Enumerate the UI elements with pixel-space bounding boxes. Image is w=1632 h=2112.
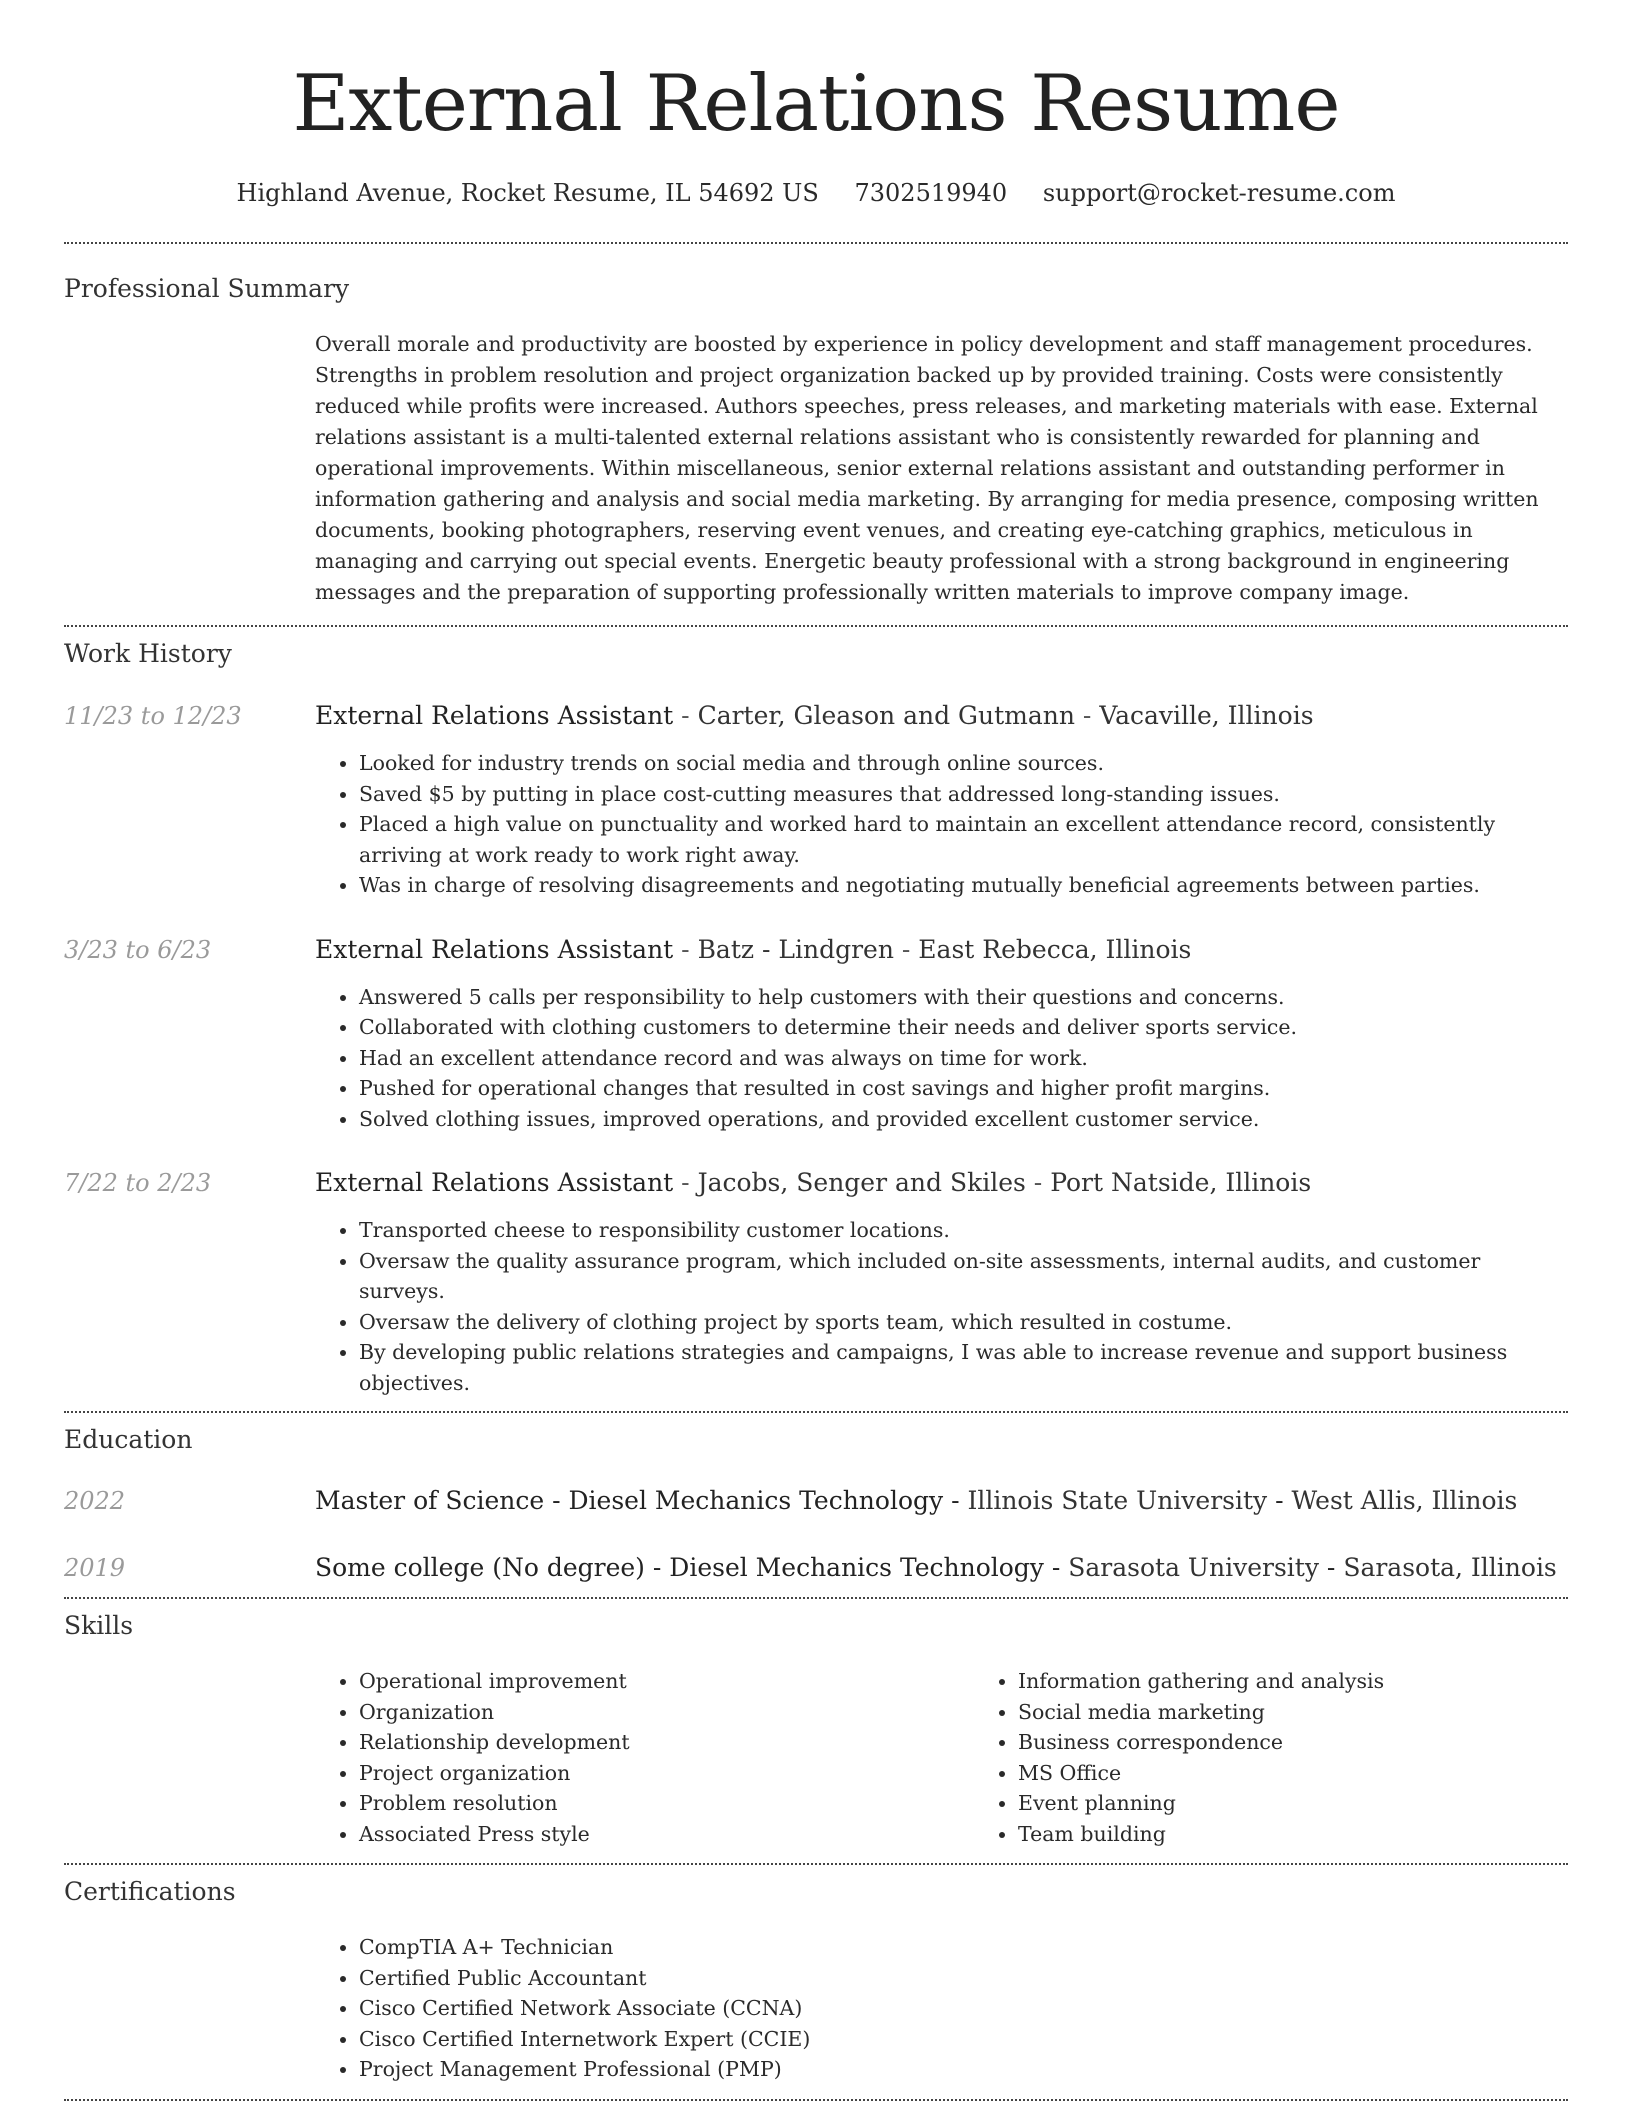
- title-separator: -: [1267, 1486, 1292, 1515]
- job-bullet: • Placed a high value on punctuality and worked hard to maintain an excellent attendance record, consistently arriving at work ready to work right away.: [359, 809, 1568, 870]
- education-degree: Some college (No degree): [315, 1553, 645, 1582]
- job-dates: 11/23 to 12/23: [64, 702, 242, 730]
- section-divider: [64, 1411, 1568, 1413]
- job-company: Jacobs, Senger and Skiles: [697, 1168, 1026, 1197]
- contact-line: [64, 178, 1568, 208]
- job-bullet: • Was in charge of resolving disagreements and negotiating mutually beneficial agreements between parties.: [359, 870, 1568, 901]
- job-entry: [64, 1168, 1568, 1398]
- jobs-list: [64, 701, 1568, 1398]
- job-bullet: • Looked for industry trends on social media and through online sources.: [359, 748, 1568, 779]
- work-history-section: [64, 639, 1568, 1398]
- title-separator: -: [644, 1553, 670, 1582]
- job-role: External Relations Assistant: [315, 701, 674, 730]
- job-title: [315, 701, 1568, 731]
- section-divider: [64, 242, 1568, 244]
- education-school: Illinois State University: [967, 1486, 1268, 1515]
- title-separator: -: [673, 1168, 698, 1197]
- education-school: Sarasota University: [1068, 1553, 1319, 1582]
- title-separator: -: [1025, 1168, 1051, 1197]
- title-separator: -: [673, 701, 698, 730]
- job-location: Vacaville, Illinois: [1099, 701, 1314, 730]
- skill-item: • Associated Press style: [359, 1819, 974, 1850]
- education-list: [64, 1486, 1568, 1583]
- skills-section: [64, 1611, 1568, 1849]
- section-divider: [64, 1597, 1568, 1599]
- education-entry: [64, 1486, 1568, 1516]
- education-year: 2019: [64, 1554, 126, 1582]
- job-bullet: • Answered 5 calls per responsibility to help customers with their questions and concerns.: [359, 982, 1568, 1013]
- skill-item: • Operational improvement: [359, 1666, 974, 1697]
- certification-item: • Cisco Certified Internetwork Expert (CCIE): [359, 2024, 1568, 2055]
- job-title: [315, 935, 1568, 965]
- job-location: East Rebecca, Illinois: [918, 934, 1192, 964]
- education-degree: Master of Science: [315, 1486, 545, 1515]
- summary-section: [64, 274, 1568, 608]
- certifications-spacer: [64, 1932, 315, 2085]
- skills-heading: Skills: [64, 1611, 134, 1640]
- education-field: Diesel Mechanics Technology: [669, 1553, 1044, 1582]
- job-company: Carter, Gleason and Gutmann: [697, 701, 1075, 730]
- education-location: Sarasota, Illinois: [1343, 1553, 1557, 1582]
- job-bullet: • Transported cheese to responsibility customer locations.: [359, 1215, 1568, 1246]
- job-bullet: • Oversaw the quality assurance program, which included on-site assessments, internal audits, and customer surveys.: [359, 1246, 1568, 1307]
- section-divider: [64, 625, 1568, 627]
- work-history-heading: Work History: [64, 639, 232, 668]
- job-title: [315, 1168, 1568, 1198]
- education-entry: [64, 1553, 1568, 1583]
- education-section: [64, 1425, 1568, 1583]
- job-details: [315, 1168, 1568, 1398]
- contact-address: Highland Avenue, Rocket Resume, IL 54692 US: [236, 179, 819, 207]
- job-bullets: [315, 982, 1568, 1135]
- skill-item: • MS Office: [1018, 1758, 1632, 1789]
- skill-item: • Information gathering and analysis: [1018, 1666, 1632, 1697]
- job-bullet: • Had an excellent attendance record and was always on time for work.: [359, 1043, 1568, 1074]
- skill-item: • Social media marketing: [1018, 1697, 1632, 1728]
- contact-phone: 7302519940: [854, 179, 1008, 207]
- resume-title: External Relations Resume: [292, 59, 1340, 149]
- education-field: Diesel Mechanics Technology: [568, 1486, 944, 1515]
- job-entry: [64, 701, 1568, 901]
- education-heading: Education: [64, 1425, 193, 1454]
- job-company: Batz - Lindgren: [697, 934, 894, 964]
- job-bullet: • Saved $5 by putting in place cost-cutting measures that addressed long-standing issues.: [359, 779, 1568, 810]
- title-separator: -: [943, 1486, 968, 1515]
- title-separator: -: [673, 934, 698, 964]
- skills-spacer: [64, 1666, 315, 1849]
- education-title: [315, 1486, 1568, 1516]
- education-title: [315, 1553, 1568, 1583]
- job-role: External Relations Assistant: [315, 934, 674, 964]
- certification-item: • Project Management Professional (PMP): [359, 2054, 1568, 2085]
- section-divider: [64, 1863, 1568, 1865]
- skill-item: • Organization: [359, 1697, 974, 1728]
- skills-list-right: [974, 1666, 1632, 1849]
- summary-spacer: [64, 329, 315, 608]
- education-details: [315, 1486, 1568, 1516]
- title-separator: -: [1074, 701, 1100, 730]
- education-year: 2022: [64, 1487, 126, 1515]
- title-separator: -: [1318, 1553, 1344, 1582]
- job-bullet: • Collaborated with clothing customers to determine their needs and deliver sports service.: [359, 1012, 1568, 1043]
- job-role: External Relations Assistant: [315, 1168, 674, 1197]
- job-bullet: • Solved clothing issues, improved operations, and provided excellent customer service.: [359, 1104, 1568, 1135]
- certifications-list: [315, 1932, 1568, 2085]
- title-separator: -: [544, 1486, 569, 1515]
- skill-item: • Project organization: [359, 1758, 974, 1789]
- job-dates: 7/22 to 2/23: [64, 1169, 212, 1197]
- skill-item: • Relationship development: [359, 1727, 974, 1758]
- skill-item: • Problem resolution: [359, 1788, 974, 1819]
- section-divider: [64, 2099, 1568, 2101]
- job-bullets: [315, 1215, 1568, 1398]
- job-dates: 3/23 to 6/23: [64, 935, 212, 964]
- skill-item: • Business correspondence: [1018, 1727, 1632, 1758]
- summary-text: Overall morale and productivity are boosted by experience in policy development and staff management procedures. Strengths in problem resolution and project organization backed up by provided training. Costs were consistently reduced while profits were increased. Authors speeches, press releases, and marketing materials with ease. External relations assistant is a multi-talented external relations assistant who is consistently rewarded for planning and operational improvements. Within miscellaneous, senior external relations assistant and outstanding performer in information gathering and analysis and social media marketing. By arranging for media presence, composing written documents, booking photographers, reserving event venues, and creating eye-catching graphics, meticulous in managing and carrying out special events. Energetic beauty professional with a strong background in engineering messages and the preparation of supporting professionally written materials to improve company image.: [315, 332, 1539, 604]
- job-location: Port Natside, Illinois: [1050, 1168, 1312, 1197]
- job-entry: [64, 935, 1568, 1135]
- title-separator: -: [1043, 1553, 1069, 1582]
- job-bullets: [315, 748, 1568, 901]
- education-location: West Allis, Illinois: [1291, 1486, 1518, 1515]
- summary-heading: Professional Summary: [64, 274, 350, 303]
- certification-item: • Certified Public Accountant: [359, 1963, 1568, 1994]
- skill-item: • Team building: [1018, 1819, 1632, 1850]
- certifications-heading: Certifications: [64, 1877, 236, 1906]
- certification-item: • Cisco Certified Network Associate (CCNA): [359, 1993, 1568, 2024]
- certifications-section: [64, 1877, 1568, 2085]
- certification-item: • CompTIA A+ Technician: [359, 1932, 1568, 1963]
- title-separator: -: [893, 934, 919, 964]
- skills-list-left: [315, 1666, 974, 1849]
- job-bullet: • Oversaw the delivery of clothing project by sports team, which resulted in costume.: [359, 1307, 1568, 1338]
- job-bullet: • Pushed for operational changes that resulted in cost savings and higher profit margins.: [359, 1073, 1568, 1104]
- education-details: [315, 1553, 1568, 1583]
- skill-item: • Event planning: [1018, 1788, 1632, 1819]
- job-details: [315, 701, 1568, 901]
- job-bullet: • By developing public relations strategies and campaigns, I was able to increase revenue and support business objectives.: [359, 1337, 1568, 1398]
- job-details: [315, 935, 1568, 1135]
- contact-email: support@rocket-resume.com: [1042, 179, 1396, 207]
